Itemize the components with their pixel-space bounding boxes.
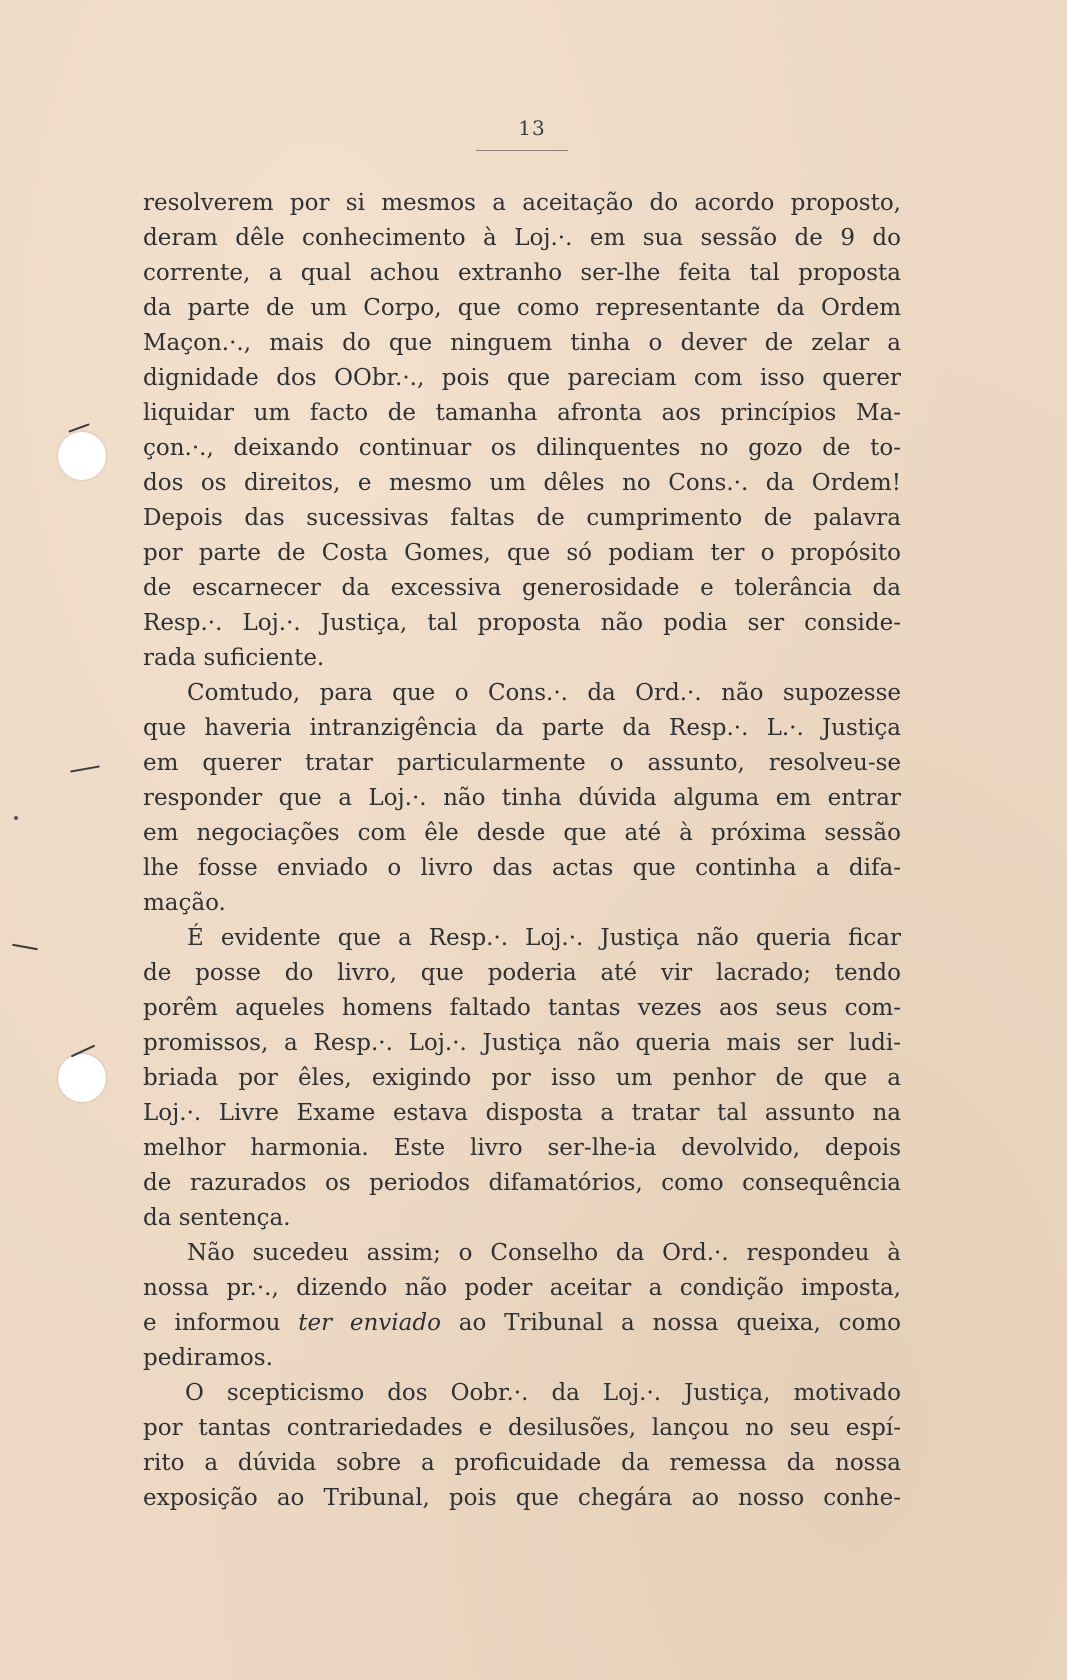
text-line: dignidade dos OObr.·., pois que pareciam com isso querer [143, 365, 901, 391]
text-segment: ao Tribunal a nossa queixa, como [440, 1310, 902, 1336]
text-line: porêm aqueles homens faltado tantas vezes aos seus com- [143, 995, 901, 1021]
text-line: Não sucedeu assim; o Conselho da Ord.·. respondeu à [187, 1240, 901, 1266]
punch-hole-top [58, 432, 106, 480]
text-line: deram dêle conhecimento à Loj.·. em sua sessão de 9 do [143, 225, 901, 251]
text-line: Resp.·. Loj.·. Justiça, tal proposta não podia ser conside- [143, 610, 901, 636]
text-line: resolverem por si mesmos a aceitação do acordo proposto, [143, 190, 901, 216]
text-line: Depois das sucessivas faltas de cumprimento de palavra [143, 505, 901, 531]
text-line: O scepticismo dos Oobr.·. da Loj.·. Justiça, motivado [185, 1380, 901, 1406]
ink-mark [70, 765, 100, 772]
text-line: çon.·., deixando continuar os dilinquentes no gozo de to- [143, 435, 901, 461]
text-line: de posse do livro, que poderia até vir lacrado; tendo [143, 960, 901, 986]
text-line: É evidente que a Resp.·. Loj.·. Justiça não queria ficar [187, 925, 901, 951]
text-line: em querer tratar particularmente o assunto, resolveu-se [143, 750, 901, 776]
text-line: rada suficiente. [143, 645, 325, 671]
text-line: Loj.·. Livre Exame estava disposta a tratar tal assunto na [143, 1100, 901, 1126]
text-line: por tantas contrariedades e desilusões, lançou no seu espí- [143, 1415, 901, 1441]
text-line: promissos, a Resp.·. Loj.·. Justiça não queria mais ser ludi- [143, 1030, 901, 1056]
text-line: melhor harmonia. Este livro ser-lhe-ia devolvido, depois [143, 1135, 901, 1161]
text-line: de escarnecer da excessiva generosidade e tolerância da [143, 575, 901, 601]
punch-hole-bottom [58, 1054, 106, 1102]
page-number-rule [476, 150, 568, 151]
text-line: que haveria intranzigência da parte da Resp.·. L.·. Justiça [143, 715, 901, 741]
body-text [143, 186, 901, 1516]
text-line: dos os direitos, e mesmo um dêles no Cons.·. da Ordem! [143, 470, 901, 496]
text-line: exposição ao Tribunal, pois que chegára ao nosso conhe- [143, 1485, 901, 1511]
text-line: liquidar um facto de tamanha afronta aos princípios Ma- [143, 400, 901, 426]
text-line: Comtudo, para que o Cons.·. da Ord.·. não supozesse [187, 680, 901, 706]
text-line: rito a dúvida sobre a proficuidade da remessa da nossa [143, 1450, 901, 1476]
text-line: em negociações com êle desde que até à próxima sessão [143, 820, 901, 846]
text-line: lhe fosse enviado o livro das actas que continha a difa- [143, 855, 901, 881]
page-number: 13 [518, 116, 546, 140]
text-line: de razurados os periodos difamatórios, como consequência [143, 1170, 901, 1196]
text-line: nossa pr.·., dizendo não poder aceitar a condição imposta, [143, 1275, 901, 1301]
text-line: corrente, a qual achou extranho ser-lhe feita tal proposta [143, 260, 901, 286]
text-line: por parte de Costa Gomes, que só podiam ter o propósito [143, 540, 901, 566]
text-segment: e informou [143, 1310, 299, 1336]
italic-phrase: ter enviado [298, 1310, 441, 1336]
text-line-mixed [143, 1306, 901, 1341]
ink-speck [14, 816, 18, 820]
text-line: da parte de um Corpo, que como representante da Ordem [143, 295, 901, 321]
ink-mark [12, 944, 38, 950]
text-line: mação. [143, 890, 226, 916]
text-line: pediramos. [143, 1345, 273, 1371]
text-line: briada por êles, exigindo por isso um penhor de que a [143, 1065, 901, 1091]
text-line: responder que a Loj.·. não tinha dúvida alguma em entrar [143, 785, 901, 811]
text-line: da sentença. [143, 1205, 291, 1231]
text-line: Maçon.·., mais do que ninguem tinha o dever de zelar a [143, 330, 901, 356]
